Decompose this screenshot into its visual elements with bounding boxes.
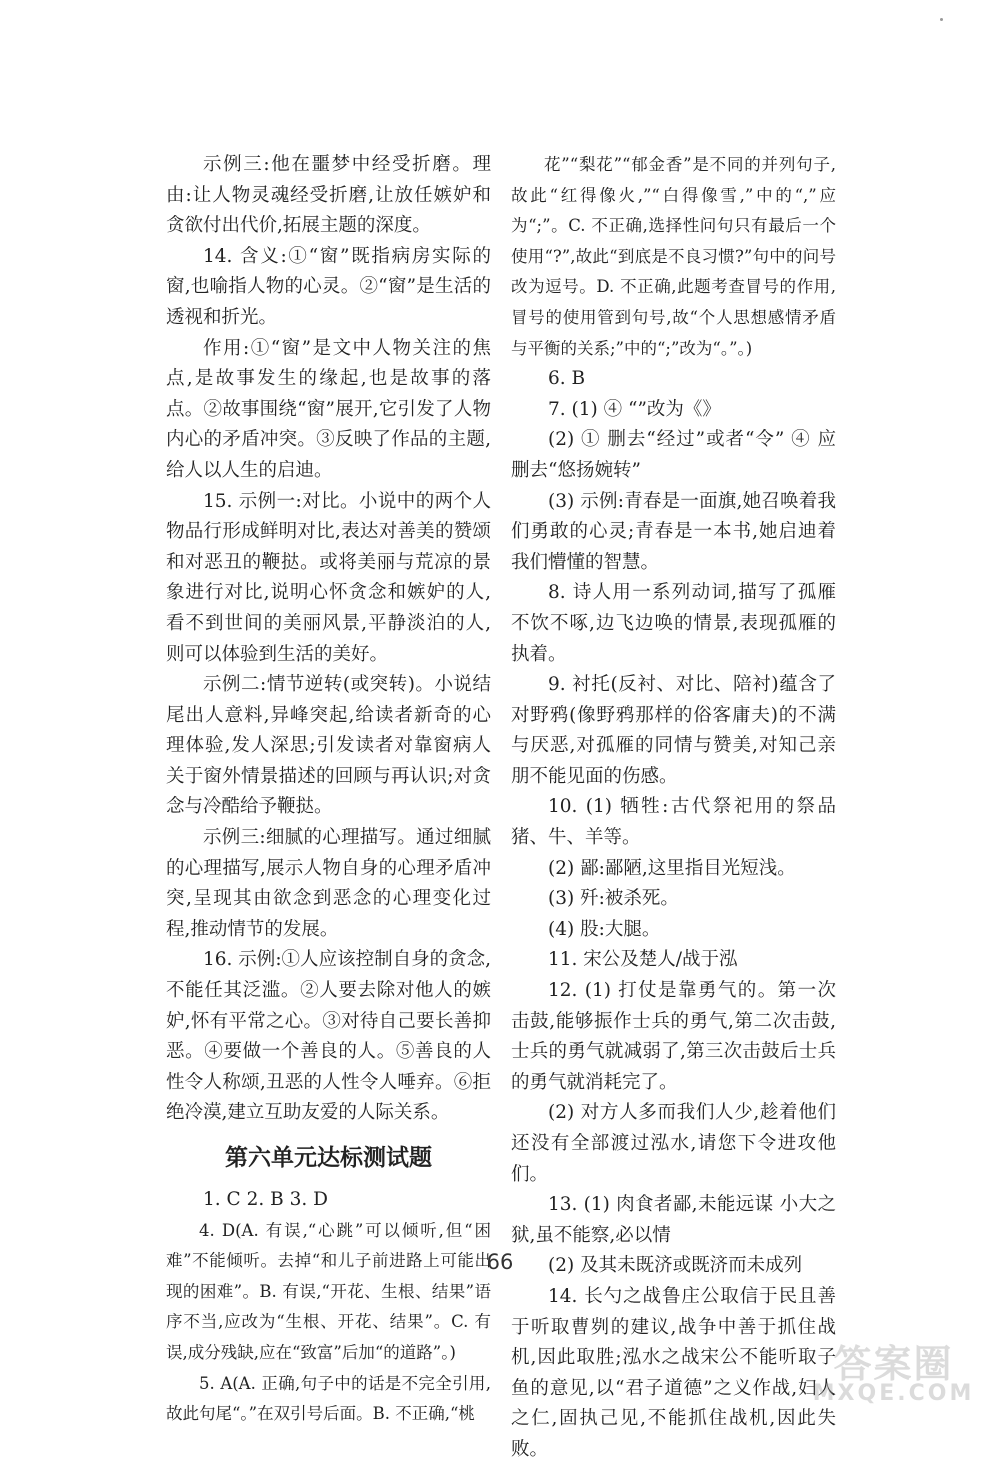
paragraph: (4) 股:大腿。 [548, 918, 661, 940]
paragraph: 7. (1) ④ “”改为《》 [548, 398, 721, 420]
paragraph: (2) 对方人多而我们人少,趁着他们还没有全部渡过泓水,请您下令进攻他们。 [511, 1102, 836, 1185]
paragraph: 15. 示例一:对比。小说中的两个人物品行形成鲜明对比,表达对善美的赞颂和对恶丑的鞭挞。或将美丽与荒凉的景象进行对比,说明心怀贪念和嫉妒的人,看不到世间的美丽风景,平静淡泊的人,则可以体验到生活的美好。 [166, 490, 491, 665]
watermark-logo [796, 1333, 986, 1413]
paragraph: (2) 鄙:鄙陋,这里指目光短浅。 [548, 857, 796, 879]
paragraph: (2) ① 删去“经过”或者“令” ④ 应删去“悠扬婉转” [511, 429, 836, 481]
paragraph: 6. B [548, 368, 586, 390]
paragraph: 16. 示例:①人应该控制自身的贪念,不能任其泛滥。②人要去除对他人的嫉妒,怀有平常之心。③对待自己要长善抑恶。④要做一个善良的人。⑤善良的人性令人称颂,丑恶的人性令人唾弃。⑥拒绝冷漠,建立互助友爱的人际关系。 [166, 949, 491, 1124]
paragraph: 作用:①“窗”是文中人物关注的焦点,是故事发生的缘起,也是故事的落点。②故事围绕“窗”展开,它引发了人物内心的矛盾冲突。③反映了作品的主题,给人以人生的启迪。 [166, 337, 491, 481]
paragraph: 示例三:细腻的心理描写。通过细腻的心理描写,展示人物自身的心理矛盾冲突,呈现其由欲念到恶念的心理变化过程,推动情节的发展。 [166, 827, 491, 940]
paragraph: (2) 及其未既济或既济而未成列 [548, 1255, 803, 1277]
left-column [166, 150, 491, 1430]
scan-speck [940, 18, 943, 21]
page-number: 66 [486, 1250, 514, 1274]
paragraph: 8. 诗人用一系列动词,描写了孤雁不饮不啄,边飞边唤的情景,表现孤雁的执着。 [511, 582, 836, 665]
paragraph: 14. 长勺之战鲁庄公取信于民且善于听取曹刿的建议,战争中善于抓住战机,因此取胜;泓水之战宋公不能听取子鱼的意见,以“君子道德”之义作战,妇人之仁,固执己见,不能抓住战机,因此失败。 [511, 1285, 836, 1460]
answers-line: 1. C 2. B 3. D [203, 1189, 328, 1210]
paragraph: 10. (1) 牺牲:古代祭祀用的祭品猪、牛、羊等。 [511, 796, 836, 849]
paragraph: 11. 宋公及楚人/战于泓 [548, 949, 738, 971]
paragraph: 花”“梨花”“郁金香”是不同的并列句子,故此“红得像火,”“白得像雪,”中的“,”应为“;”。C. 不正确,选择性问句只有最后一个使用“?”,故此“到底是不良习惯?”句中的问号改为逗号。D. 不正确,此题考查冒号的作用,冒号的使用管到句号,故“个人思想感情矛盾与平衡的关系;”中的“;”改为“。”。) [511, 155, 836, 358]
paragraph: 9. 衬托(反衬、对比、陪衬)蕴含了对野鸦(像野鸦那样的俗客庸夫)的不满与厌恶,对孤雁的同情与赞美,对知己亲朋不能见面的伤感。 [511, 674, 836, 787]
paragraph: (3) 示例:青春是一面旗,她召唤着我们勇敢的心灵;青春是一本书,她启迪着我们懵懂的智慧。 [511, 490, 836, 573]
paragraph: 14. 含义:①“窗”既指病房实际的窗,也喻指人物的心灵。②“窗”是生活的透视和折光。 [166, 245, 491, 328]
paragraph: 12. (1) 打仗是靠勇气的。第一次击鼓,能够振作士兵的勇气,第二次击鼓,士兵的勇气就减弱了,第三次击鼓后士兵的勇气就消耗完了。 [511, 980, 836, 1093]
paragraph: 4. D(A. 有误,“心跳”可以倾听,但“困难”不能倾听。去掉“和儿子前进路上可能出现的困难”。B. 有误,“开花、生根、结果”语序不当,应改为“生根、开花、结果”。C. 有误,成分残缺,应在“致富”后加“的道路”。) [166, 1220, 491, 1362]
paragraph: 5. A(A. 正确,句子中的话是不完全引用,故此句尾“。”在双引号后面。B. 不正确,“桃 [166, 1373, 491, 1424]
watermark-url: MXQE.COM [812, 1381, 975, 1406]
paragraph: 13. (1) 肉食者鄙,未能远谋 小大之狱,虽不能察,必以情 [511, 1194, 836, 1246]
paragraph: (3) 歼:被杀死。 [548, 888, 679, 910]
paragraph: 示例三:他在噩梦中经受折磨。理由:让人物灵魂经受折磨,让放任嫉妒和贪欲付出代价,拓展主题的深度。 [166, 154, 491, 237]
paragraph: 示例二:情节逆转(或突转)。小说结尾出人意料,异峰突起,给读者新奇的心理体验,发人深思;引发读者对靠窗病人关于窗外情景描述的回顾与再认识;对贪念与冷酷给予鞭挞。 [166, 674, 491, 818]
section-title: 第六单元达标测试题 [225, 1145, 432, 1171]
watermark-logo-text: 答案圈 [833, 1342, 954, 1386]
